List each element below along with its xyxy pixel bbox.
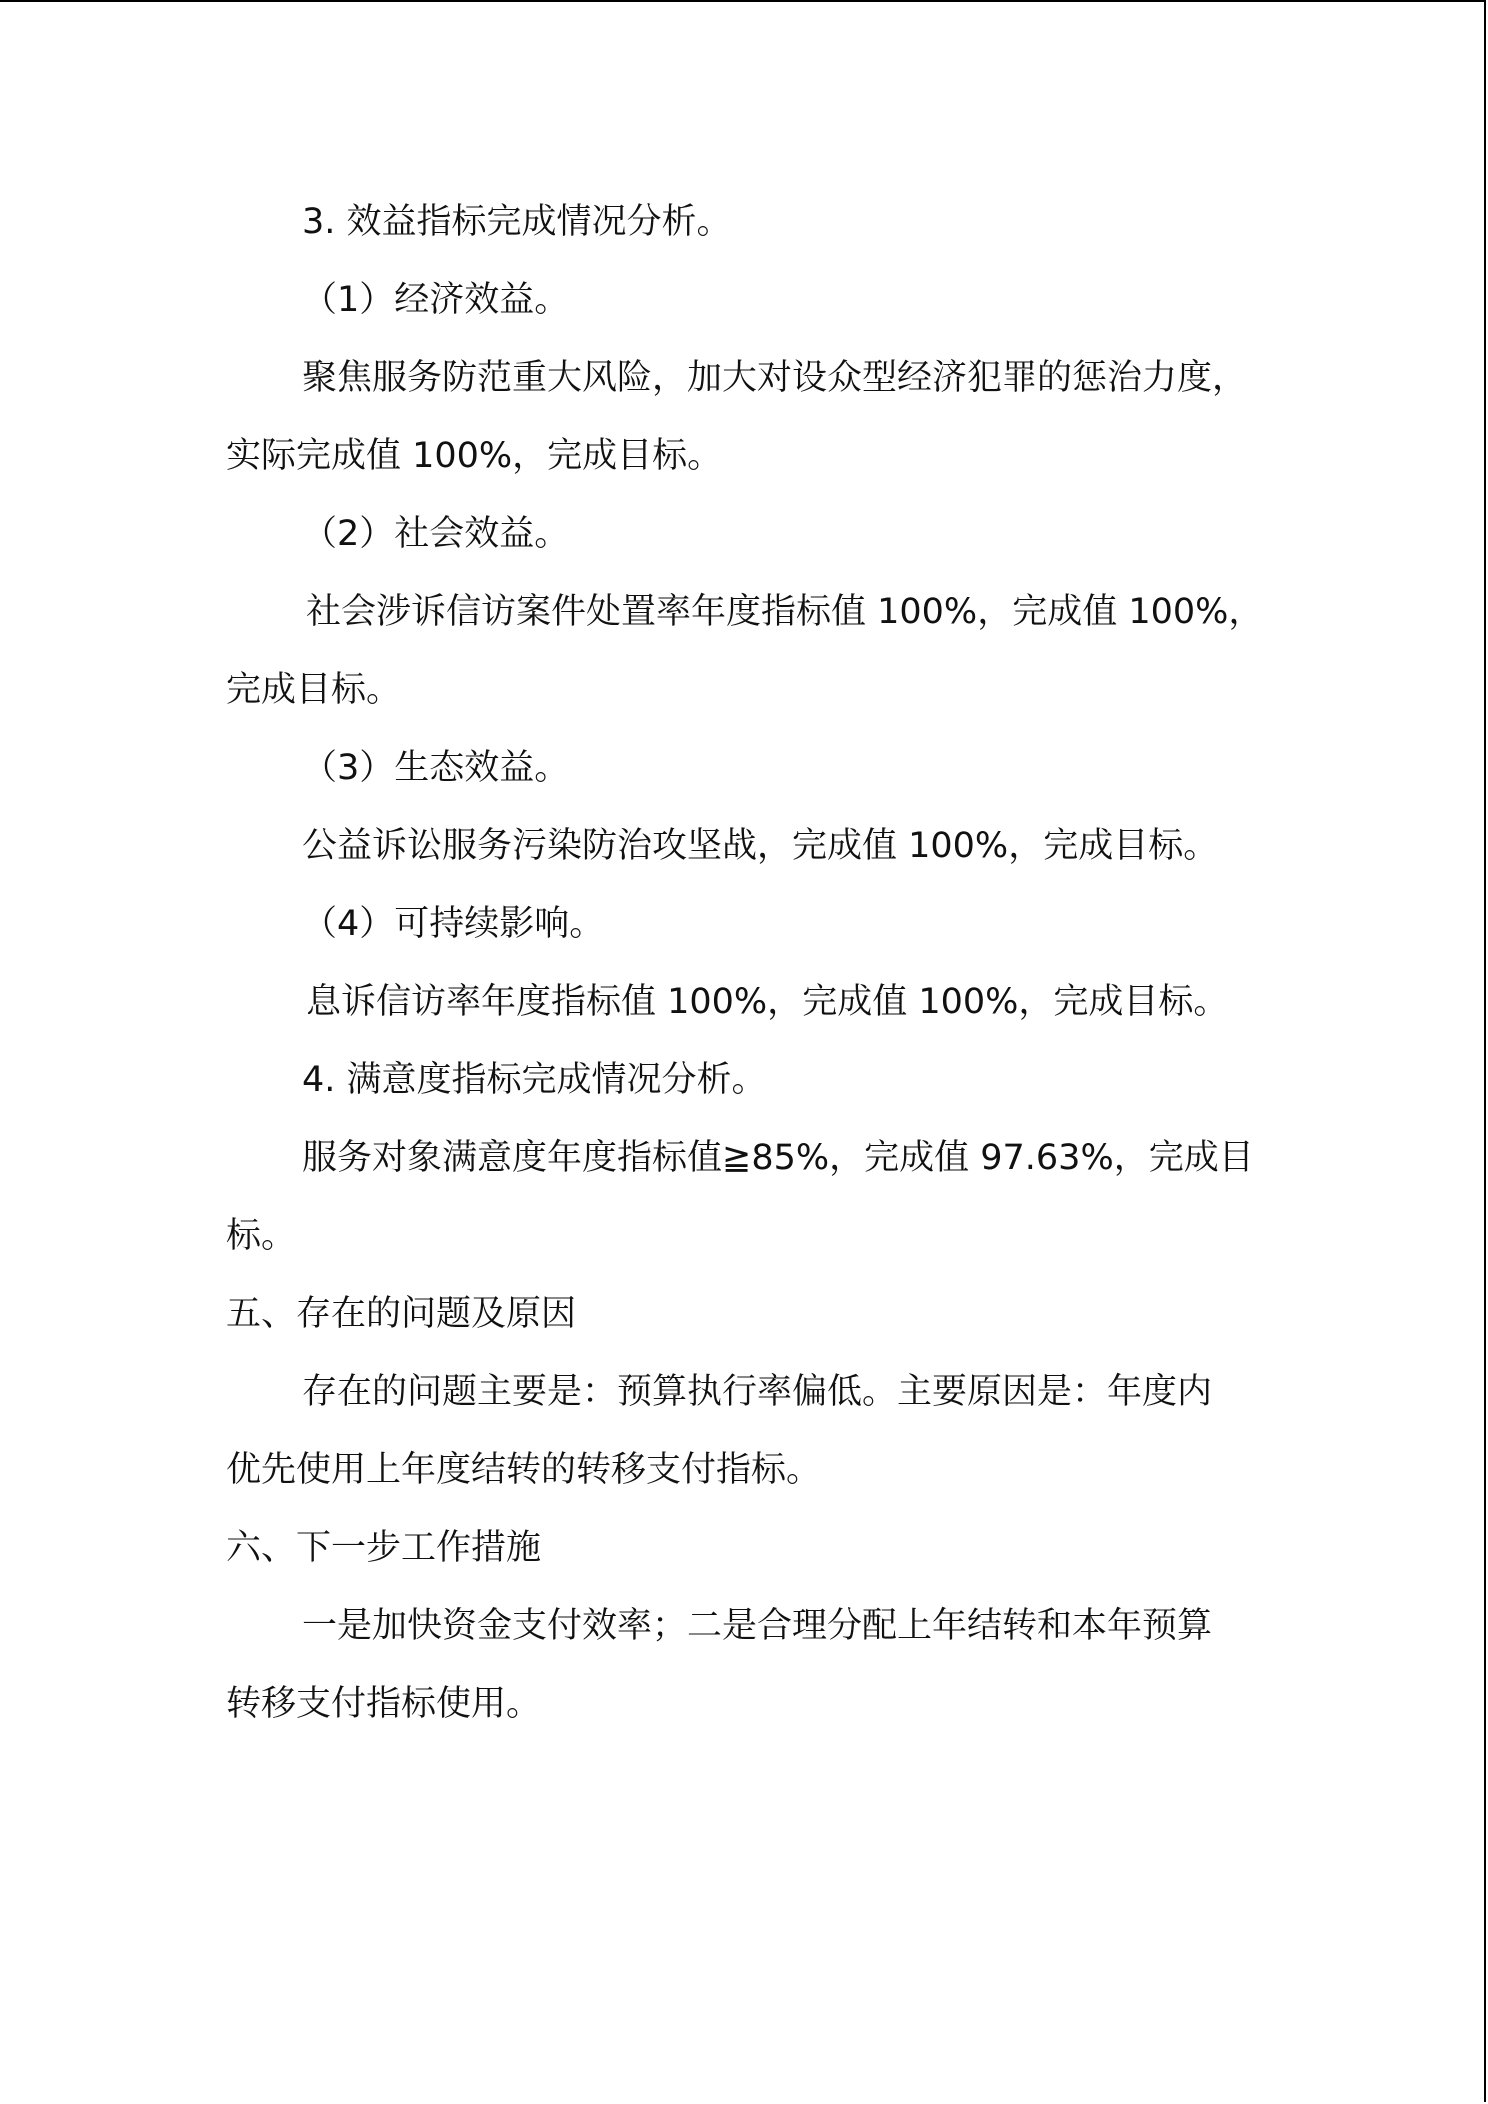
paragraph-line: 一是加快资金支付效率；二是合理分配上年结转和本年预算 [302,1606,1213,1646]
subheading-sustainable-impact: （4）可持续影响。 [302,904,605,944]
paragraph-line: 完成目标。 [226,670,402,710]
section-heading-problems: 五、存在的问题及原因 [226,1294,577,1334]
paragraph-line: 实际完成值 100%，完成目标。 [226,436,723,476]
paragraph-line: 标。 [226,1216,297,1256]
paragraph-line: 服务对象满意度年度指标值≧85%，完成值 97.63%，完成目 [302,1138,1254,1178]
paragraph-line: 聚焦服务防范重大风险，加大对设众型经济犯罪的惩治力度， [302,358,1248,398]
subheading-economic-benefit: （1）经济效益。 [302,280,570,320]
section-heading-satisfaction: 4. 满意度指标完成情况分析。 [302,1060,767,1100]
paragraph-line: 息诉信访率年度指标值 100%，完成值 100%，完成目标。 [306,982,1229,1022]
paragraph-line: 公益诉讼服务污染防治攻坚战，完成值 100%，完成目标。 [302,826,1219,866]
section-heading-next-steps: 六、下一步工作措施 [226,1528,542,1568]
paragraph-line: 社会涉诉信访案件处置率年度指标值 100%，完成值 100%， [306,592,1264,632]
section-heading-benefit-indicators: 3. 效益指标完成情况分析。 [302,202,732,242]
paragraph-line: 存在的问题主要是：预算执行率偏低。主要原因是：年度内 [302,1372,1213,1412]
subheading-ecological-benefit: （3）生态效益。 [302,748,570,788]
paragraph-line: 转移支付指标使用。 [226,1684,542,1724]
subheading-social-benefit: （2）社会效益。 [302,514,570,554]
paragraph-line: 优先使用上年度结转的转移支付指标。 [226,1450,822,1490]
